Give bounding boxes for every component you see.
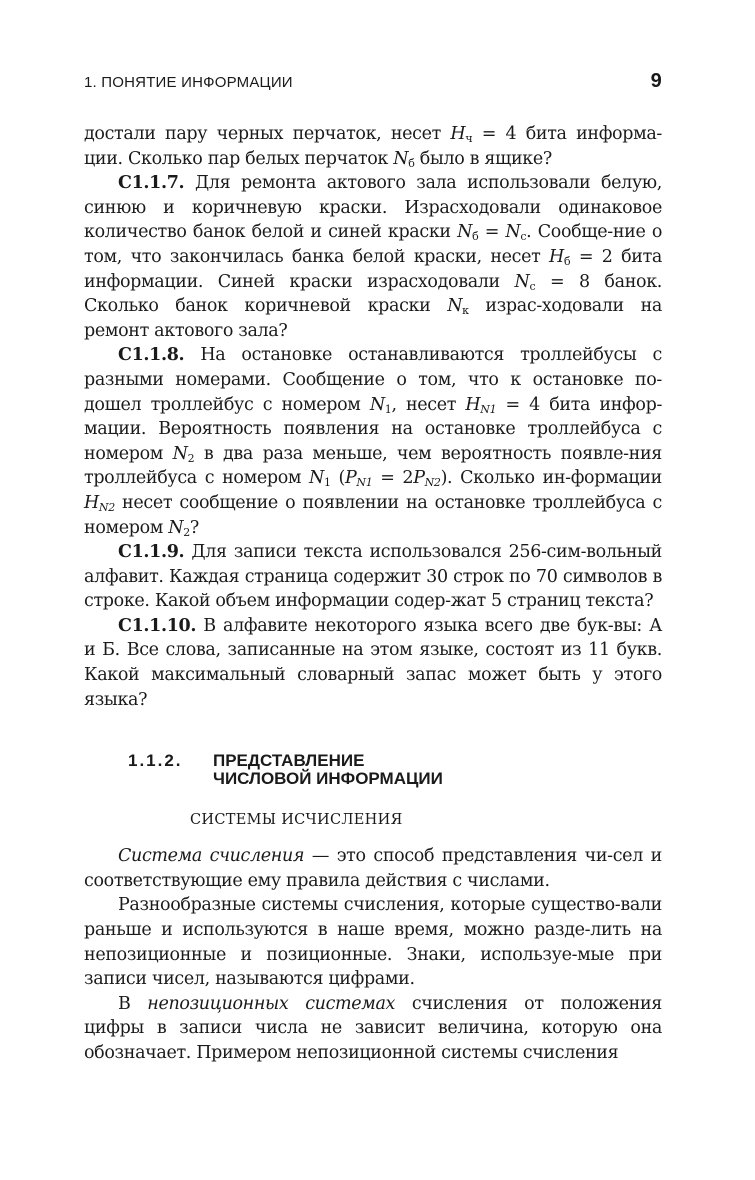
exercise-c1-1-8: С1.1.8. На остановке останавливаются троллейбусы с разными номерами. Сообщение о том, что к остановке по-дошел троллейбус с номером $N_1$, несет $H_{N1} = 4$ бита инфор-мации. Вероятность появления на остановке троллейбуса с номером $N_2$ в два раза меньше, чем вероятность появле-ния троллейбуса с номером $N_1$ $(P_{N1} = 2P_{N2})$. Сколько ин-формации $H_{N2}$ несет сообщение о появлении на остановке троллейбуса с номером $N_2$? [84,345,663,539]
exercise-c1-1-9: С1.1.9. Для записи текста использовался 256-сим-вольный алфавит. Каждая страница содержит 30 строк по 70 символов в строке. Какой объем информации содер-жат 5 страниц текста? [84,542,662,612]
definition-paragraph: Система счисления — это способ представления чи-сел и соответствующие ему правила действия с числами. [84,846,662,891]
defined-term: Система счисления [118,846,305,867]
paragraph: В непозиционных системах счисления от положения цифры в записи числа не зависит величина, которую она обозначает. Примером непозиционной системы счисления [84,993,662,1063]
section-title: ПРЕДСТАВЛЕНИЕ ЧИСЛОВОЙ ИНФОРМАЦИИ [213,751,443,789]
section-heading [128,752,662,788]
exercise-c1-1-7: С1.1.7. Для ремонта актового зала использовали белую, синюю и коричневую краски. Израсходовали одинаковое количество банок белой и синей краски $N_б = N_с$. Сообще-ние о том, что закончилась банка белой краски, несет $H_б = 2$ бита информации. Синей краски израсходовали $N_с = 8$ банок. Сколько банок коричневой краски $N_к$ израс-ходовали на ремонт актового зала? [84,173,663,341]
paragraph: Разнообразные системы счисления, которые существо-вали раньше и используются в наше время, можно разде-лить на непозиционные и позиционные. Знаки, используе-мые при записи чисел, называются цифрами. [84,895,662,990]
exercise-label: С1.1.9. [118,542,185,563]
page-number: 9 [650,70,662,92]
running-head [84,70,662,92]
subsection-heading: СИСТЕМЫ ИСЧИСЛЕНИЯ [190,812,403,829]
exercise-label: С1.1.10. [118,615,197,636]
body-text [84,122,662,1066]
paragraph-continuation: достали пару черных перчаток, несет $H_ч = 4$ бита информа-ции. Сколько пар белых перчаток $N_б$ было в ящике? [84,124,662,170]
section-number: 1.1.2. [128,751,183,771]
exercise-label: С1.1.8. [118,345,185,366]
running-title: 1. ПОНЯТИЕ ИНФОРМАЦИИ [84,74,293,91]
exercise-label: С1.1.7. [118,173,185,194]
exercise-c1-1-10: С1.1.10. В алфавите некоторого языка всего две бук-вы: А и Б. Все слова, записанные на этом языке, состоят из 11 букв. Какой максимальный словарный запас может быть у этого языка? [84,615,662,710]
emphasized-term: непозиционных системах [147,993,396,1014]
